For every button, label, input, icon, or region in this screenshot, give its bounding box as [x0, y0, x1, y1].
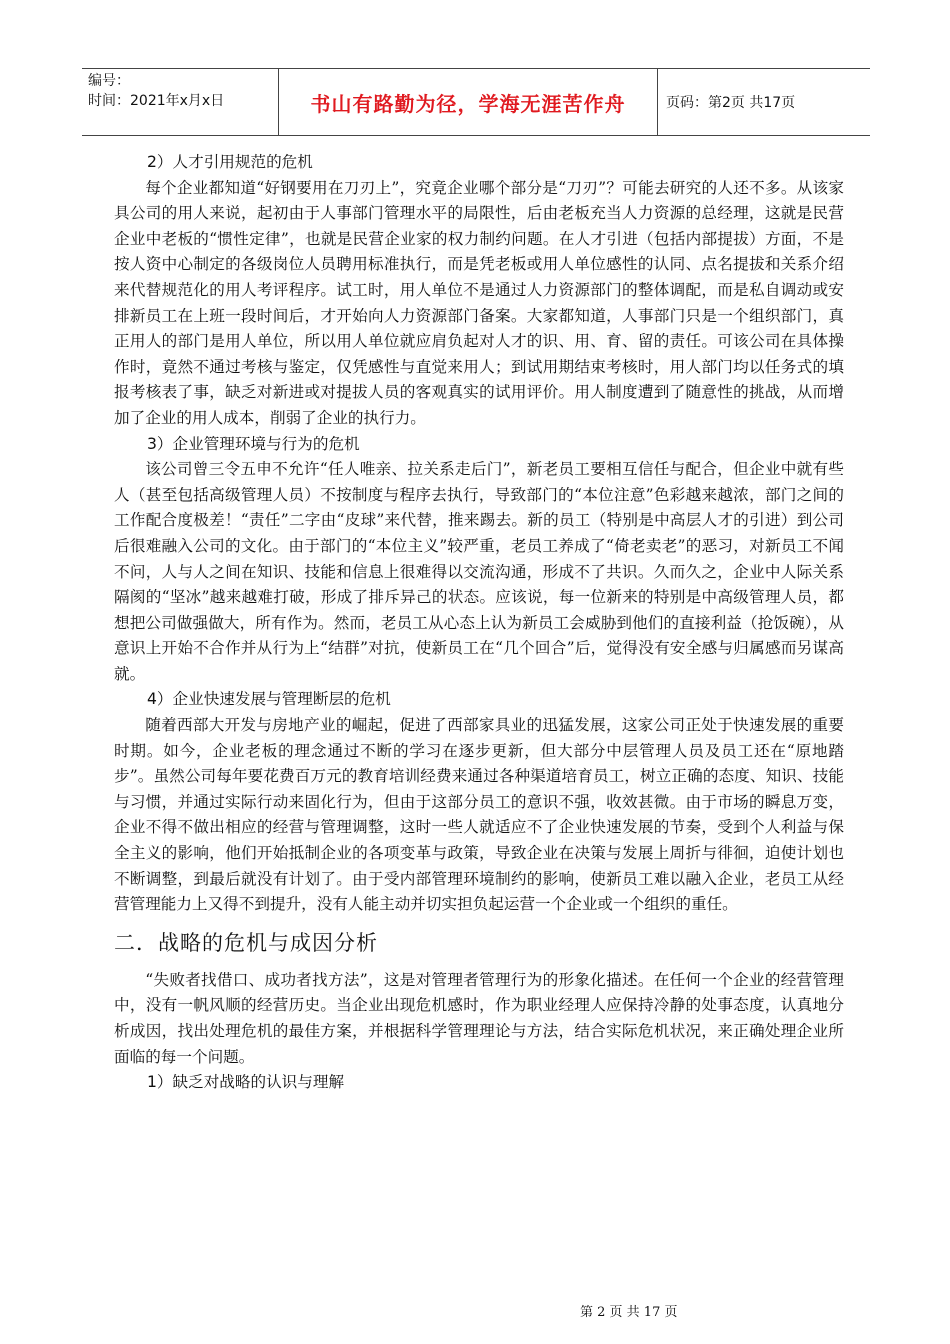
section-heading: 1）缺乏对战略的认识与理解: [147, 1073, 345, 1092]
section-heading: 2）人才引用规范的危机: [147, 153, 313, 171]
section-heading: 4）企业快速发展与管理断层的危机: [147, 690, 391, 709]
page-header: [82, 68, 870, 136]
header-page-info: 页码：第2页 共17页: [666, 95, 796, 111]
header-meta: [82, 69, 278, 135]
document-number-label: 编号：: [88, 73, 130, 89]
document-date: 时间：2021年x月x日: [88, 93, 225, 109]
body-paragraph: 随着西部大开发与房地产业的崛起，促进了西部家具业的迅猛发展，这家公司正处于快速发展的重要时期。如今，企业老板的理念通过不断的学习在逐步更新，但大部分中层管理人员及员工还在“原地踏步”。虽然公司每年要花费百万元的教育培训经费来通过各种渠道培育员工，树立正确的态度、知识、技能与习惯，并通过实际行动来固化行为，但由于这部分员工的意识不强，收效甚微。由于市场的瞬息万变，企业不得不做出相应的经营与管理调整，这时一些人就适应不了企业快速发展的节奏，受到个人利益与保全主义的影响，他们开始抵制企业的各项变革与政策，导致企业在决策与发展上周折与徘徊，迫使计划也不断调整，到最后就没有计划了。由于受内部管理环境制约的影响，使新员工难以融入企业，老员工从经营管理能力上又得不到提升，没有人能主动并切实担负起运营一个企业或一个组织的重任。: [114, 716, 844, 914]
section-heading: 3）企业管理环境与行为的危机: [147, 434, 360, 453]
body-paragraph: “失败者找借口、成功者找方法”，这是对管理者管理行为的形象化描述。在任何一个企业的经营管理中，没有一帆风顺的经营历史。当企业出现危机感时，作为职业经理人应保持冷静的处事态度，认真地分析成因，找出处理危机的最佳方案，并根据科学管理理论与方法，结合实际危机状况，来正确处理企业所面临的每一个问题。: [114, 970, 844, 1066]
body-paragraph: 该公司曾三令五申不允许“任人唯亲、拉关系走后门”，新老员工要相互信任与配合，但企业中就有些人（甚至包括高级管理人员）不按制度与程序去执行，导致部门的“本位注意”色彩越来越浓，部门之间的工作配合度极差！“责任”二字由“皮球”来代替，推来踢去。新的员工（特别是中高层人才的引进）到公司后很难融入公司的文化。由于部门的“本位主义”较严重，老员工养成了“倚老卖老”的恶习，对新员工不闻不问，人与人之间在知识、技能和信息上很难得以交流沟通，形成不了共识。久而久之，企业中人际关系隔阂的“坚冰”越来越难打破，形成了排斥异己的状态。应该说，每一位新来的特别是中高级管理人员，都想把公司做强做大，所有作为。然而，老员工从心态上认为新员工会威胁到他们的直接利益（抢饭碗），从意识上开始不合作并从行为上“结群”对抗，使新员工在“几个回合”后，觉得没有安全感与归属感而另谋高就。: [114, 460, 844, 683]
page-footer: 第 2 页 共 17 页: [580, 1305, 678, 1320]
chapter-title: 二．战略的危机与成因分析: [114, 930, 378, 955]
document-body: [114, 150, 844, 1096]
header-motto: 书山有路勤为径，学海无涯苦作舟: [278, 69, 658, 135]
body-paragraph: 每个企业都知道“好钢要用在刀刃上”，究竟企业哪个部分是“刀刃”？可能去研究的人还不多。从该家具公司的用人来说，起初由于人事部门管理水平的局限性，后由老板充当人力资源的总经理，这就是民营企业中老板的“惯性定律”，也就是民营企业家的权力制约问题。在人才引进（包括内部提拔）方面，不是按人资中心制定的各级岗位人员聘用标准执行，而是凭老板或用人单位感性的认同、点名提拔和关系介绍来代替规范化的用人考评程序。试工时，用人单位不是通过人力资源部门的整体调配，而是私自调动或安排新员工在上班一段时间后，才开始向人力资源部门备案。大家都知道，人事部门只是一个组织部门，真正用人的部门是用人单位，所以用人单位就应肩负起对人才的识、用、育、留的责任。可该公司在具体操作时，竟然不通过考核与鉴定，仅凭感性与直觉来用人；到试用期结束考核时，用人部门均以任务式的填报考核表了事，缺乏对新进或对提拔人员的客观真实的试用评价。用人制度遭到了随意性的挑战，从而增加了企业的用人成本，削弱了企业的执行力。: [114, 178, 844, 427]
